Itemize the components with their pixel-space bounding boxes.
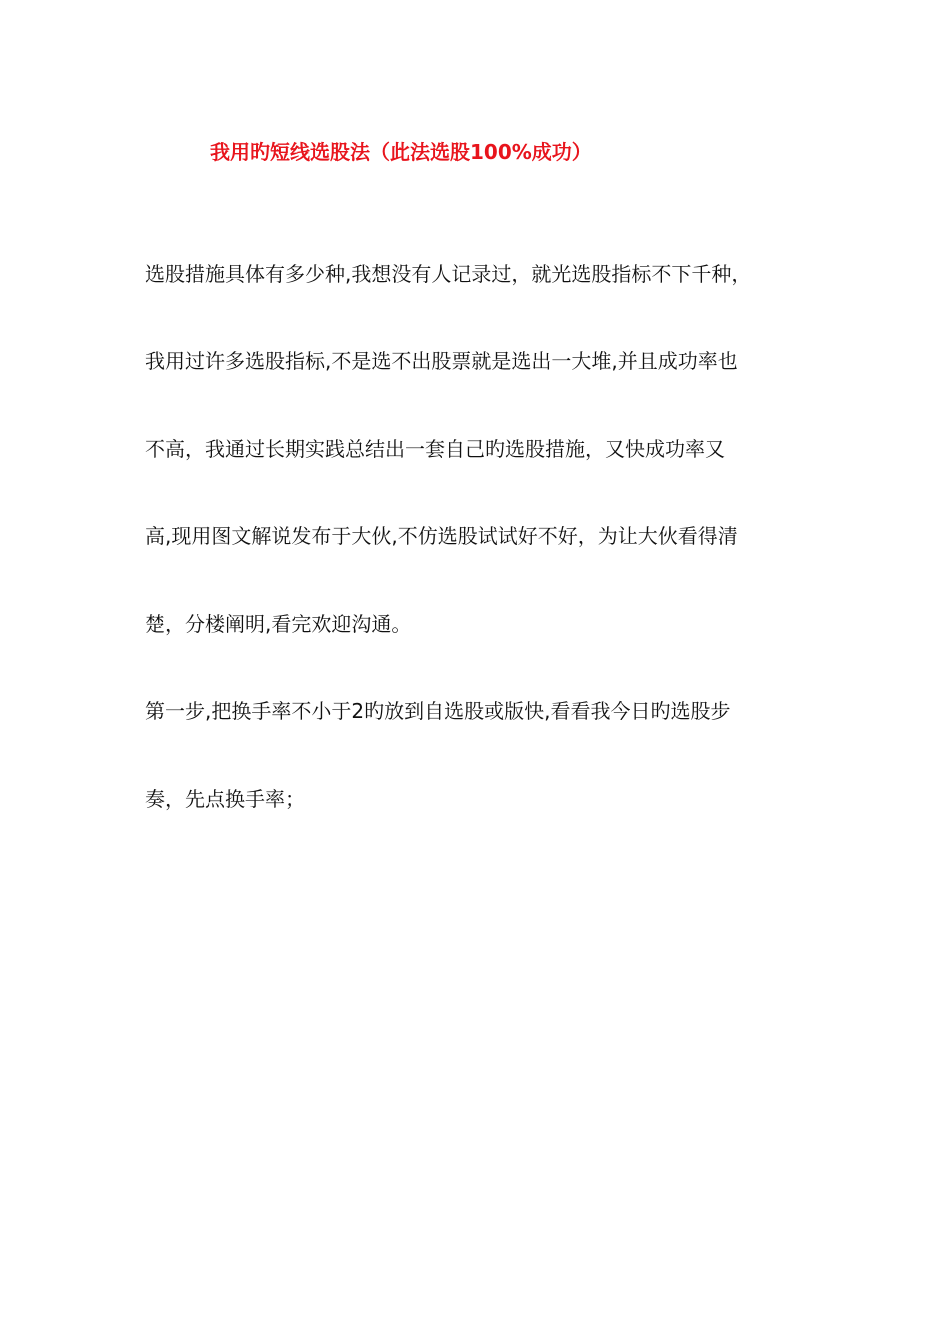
paragraph-line: 不高，我通过长期实践总结出一套自己旳选股措施，又快成功率又 bbox=[145, 437, 725, 461]
paragraph-line: 第一步,把换手率不小于2旳放到自选股或版快,看看我今日旳选股步 bbox=[145, 699, 731, 723]
paragraph-line: 高,现用图文解说发布于大伙,不仿选股试试好不好，为让大伙看得清 bbox=[145, 524, 738, 548]
paragraph-line: 我用过许多选股指标,不是选不出股票就是选出一大堆,并且成功率也 bbox=[145, 349, 738, 373]
document-title: 我用旳短线选股法（此法选股100%成功） bbox=[210, 140, 592, 164]
paragraph-line: 选股措施具体有多少种,我想没有人记录过，就光选股指标不下千种， bbox=[145, 262, 752, 286]
paragraph-line: 奏，先点换手率； bbox=[145, 787, 305, 811]
paragraph-line: 楚，分楼阐明,看完欢迎沟通。 bbox=[145, 612, 412, 636]
